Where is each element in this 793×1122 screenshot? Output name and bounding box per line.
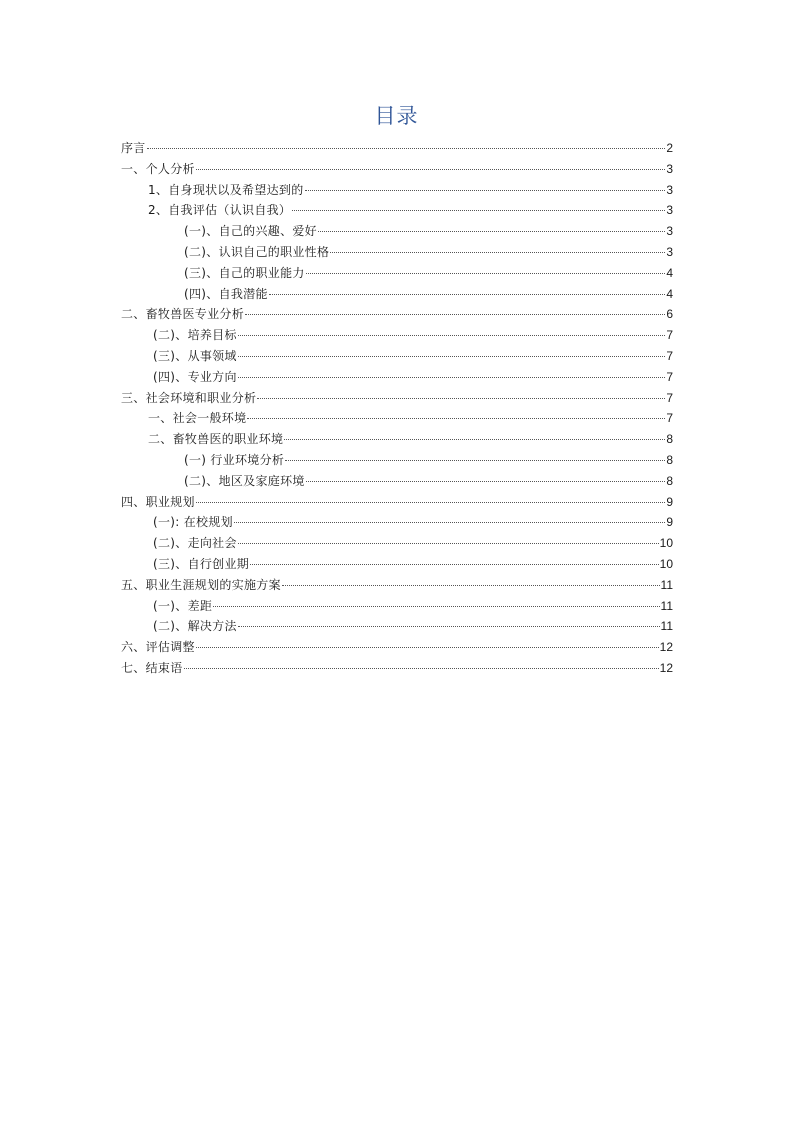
toc-entry-label: (四)、专业方向: [153, 369, 237, 384]
toc-entry[interactable]: [121, 221, 673, 242]
toc-dot-leader: [147, 147, 666, 149]
toc-title: 目录: [374, 104, 419, 128]
toc-entry[interactable]: [121, 138, 673, 159]
toc-entry[interactable]: [121, 575, 673, 596]
toc-dot-leader: [234, 521, 665, 523]
toc-page-number: 2: [666, 141, 673, 155]
toc-entry-label: 七、结束语: [121, 660, 183, 675]
toc-page-number: 3: [666, 182, 673, 197]
toc-entry[interactable]: [121, 596, 673, 617]
toc-page-number: 10: [659, 556, 673, 571]
toc-page-number: 10: [659, 536, 673, 551]
toc-dot-leader: [257, 397, 665, 399]
toc-entry-label: 一、社会一般环境: [148, 411, 247, 426]
toc-entry-label: (二)、培养目标: [153, 328, 237, 343]
toc-page-number: 8: [666, 473, 673, 488]
toc-entry-label: (二)、解决方法: [153, 619, 237, 634]
toc-entry-label: (二)、认识自己的职业性格: [184, 244, 330, 259]
toc-dot-leader: [305, 189, 666, 191]
toc-entry-label: 一、个人分析: [121, 161, 195, 176]
toc-entry[interactable]: [121, 450, 673, 471]
toc-entry[interactable]: [121, 284, 673, 305]
toc-page-number: 12: [659, 660, 673, 675]
toc-entry[interactable]: [121, 263, 673, 284]
toc-dot-leader: [306, 480, 666, 482]
toc-page-number: 11: [660, 577, 673, 592]
toc-entry[interactable]: [121, 408, 673, 429]
toc-entry-label: 三、社会环境和职业分析: [121, 390, 257, 405]
toc-dot-leader: [196, 646, 659, 648]
toc-entry-label: (二)、地区及家庭环境: [184, 473, 305, 488]
toc-page-number: 4: [666, 265, 673, 280]
toc-entry[interactable]: [121, 346, 673, 367]
toc-page-number: 8: [666, 432, 673, 447]
toc-dot-leader: [184, 667, 659, 669]
toc-page-number: 7: [666, 348, 673, 363]
toc-dot-leader: [318, 230, 665, 232]
toc-dot-leader: [196, 501, 666, 503]
toc-entry[interactable]: [121, 388, 673, 409]
toc-page-number: 9: [666, 494, 673, 509]
toc-dot-leader: [284, 438, 665, 440]
toc-page-number: 7: [666, 390, 673, 405]
toc-entry[interactable]: [121, 533, 673, 554]
toc-entry[interactable]: [121, 325, 673, 346]
toc-dot-leader: [269, 293, 666, 295]
toc-page-number: 4: [666, 286, 673, 301]
toc-entry[interactable]: [121, 637, 673, 658]
toc-dot-leader: [250, 563, 659, 565]
toc-dot-leader: [196, 168, 666, 170]
toc-entry-label: 序言: [121, 141, 146, 155]
toc-entry-label: (一) 行业环境分析: [184, 452, 285, 467]
toc-entry[interactable]: [121, 492, 673, 513]
toc-entry-label: (三)、自行创业期: [153, 556, 250, 571]
toc-entry[interactable]: [121, 512, 673, 533]
toc-page-number: 3: [666, 161, 673, 176]
toc-page-number: 11: [660, 619, 673, 634]
toc-page-number: 7: [666, 369, 673, 384]
toc-entry-label: (四)、自我潜能: [184, 286, 268, 301]
toc-entry-label: 四、职业规划: [121, 494, 195, 509]
toc-entry[interactable]: [121, 367, 673, 388]
toc-dot-leader: [245, 313, 665, 315]
toc-entry[interactable]: [121, 180, 673, 201]
toc-entry-label: (一)、自己的兴趣、爱好: [184, 224, 317, 239]
toc-entry-label: 六、评估调整: [121, 640, 195, 655]
toc-page-number: 3: [666, 224, 673, 239]
toc-dot-leader: [213, 605, 659, 607]
toc-entry[interactable]: [121, 200, 673, 221]
toc-entry[interactable]: [121, 658, 673, 679]
toc-entry-label: (一): 在校规划: [153, 515, 233, 530]
toc-dot-leader: [292, 209, 665, 211]
toc-entry-label: 1、自身现状以及希望达到的: [148, 182, 304, 197]
toc-entry[interactable]: [121, 429, 673, 450]
toc-dot-leader: [306, 272, 666, 274]
toc-entry[interactable]: [121, 242, 673, 263]
toc-page-number: 3: [666, 203, 673, 218]
toc-entry-label: (一)、差距: [153, 598, 213, 613]
table-of-contents: [121, 138, 673, 679]
toc-entry[interactable]: [121, 304, 673, 325]
toc-entry[interactable]: [121, 159, 673, 180]
toc-dot-leader: [238, 376, 666, 378]
toc-page-number: 12: [659, 640, 673, 655]
toc-dot-leader: [238, 542, 659, 544]
toc-page-number: 8: [666, 452, 673, 467]
toc-entry[interactable]: [121, 616, 673, 637]
toc-dot-leader: [238, 625, 660, 627]
toc-dot-leader: [238, 334, 666, 336]
toc-entry-label: (二)、走向社会: [153, 536, 237, 551]
toc-entry-label: 二、畜牧兽医的职业环境: [148, 432, 284, 447]
toc-entry-label: 二、畜牧兽医专业分析: [121, 307, 245, 322]
toc-dot-leader: [282, 584, 660, 586]
toc-page-number: 11: [660, 598, 673, 613]
toc-entry[interactable]: [121, 554, 673, 575]
toc-entry-label: (三)、从事领域: [153, 348, 237, 363]
toc-dot-leader: [285, 459, 665, 461]
toc-dot-leader: [238, 355, 666, 357]
toc-entry-label: (三)、自己的职业能力: [184, 265, 305, 280]
toc-dot-leader: [247, 417, 665, 419]
toc-entry[interactable]: [121, 471, 673, 492]
toc-page-number: 6: [666, 307, 673, 322]
toc-dot-leader: [330, 251, 665, 253]
toc-page-number: 3: [666, 244, 673, 259]
toc-page-number: 7: [666, 411, 673, 426]
toc-page-number: 7: [666, 328, 673, 343]
toc-page-number: 9: [666, 515, 673, 530]
toc-entry-label: 五、职业生涯规划的实施方案: [121, 577, 281, 592]
toc-entry-label: 2、自我评估（认识自我）: [148, 203, 292, 218]
